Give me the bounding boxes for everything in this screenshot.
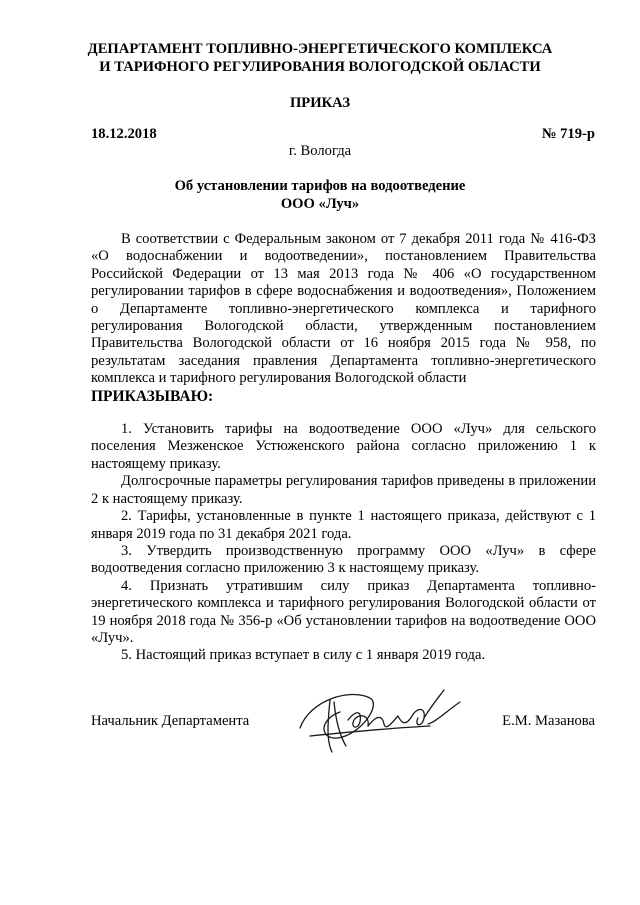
order-subject [60,177,580,213]
signer-name: Е.М. Мазанова [502,713,595,729]
order-body [91,231,596,665]
department-title-line2: И ТАРИФНОГО РЕГУЛИРОВАНИЯ ВОЛОГОДСКОЙ ОБЛАСТИ [99,59,541,75]
document-type: ПРИКАЗ [289,95,351,111]
decree-word: ПРИКАЗЫВАЮ: [91,387,214,405]
order-date: 18.12.2018 [91,126,157,142]
department-title-line1: ДЕПАРТАМЕНТ ТОПЛИВНО-ЭНЕРГЕТИЧЕСКОГО КОМПЛЕКСА [87,41,553,57]
order-item: 2. Тарифы, установленные в пункте 1 настоящего приказа, действуют с 1 января 2019 года по 31 декабря 2021 года. [91,508,596,542]
preamble-paragraph: В соответствии с Федеральным законом от 7 декабря 2011 года № 416-ФЗ «О водоснабжении и водоотведении», постановлением Правительства Российской Федерации от 13 мая 2013 года № 406 «О государственном регулировании тарифов в сфере водоснабжения и водоотведения», Положением о Департаменте топливно-энергетического комплекса и тарифного регулирования Вологодской области, утвержденным постановлением Правительства Вологодской области от 16 ноября 2015 года № 958, по результатам заседания правления Департамента топливно-энергетического комплекса и тарифного регулирования Вологодской области [91,231,596,387]
order-item: Долгосрочные параметры регулирования тарифов приведены в приложении 2 к настоящему приказу. [91,473,596,507]
signer-role: Начальник Департамента [91,713,250,729]
department-title [60,40,580,76]
order-number: № 719-р [541,126,595,142]
order-item: 1. Установить тарифы на водоотведение ООО «Луч» для сельского поселения Мезженское Устюженского района согласно приложению 1 к настоящему приказу. [91,421,596,472]
order-item: 5. Настоящий приказ вступает в силу с 1 января 2019 года. [121,647,486,664]
order-item: 4. Признать утратившим силу приказ Департамента топливно-энергетического комплекса и тарифного регулирования Вологодской области от 19 ноября 2018 года № 356-р «Об установлении тарифов на водоотведение ООО «Луч». [91,577,596,646]
handwritten-signature [290,680,470,760]
subject-line1: Об установлении тарифов на водоотведение [174,178,466,194]
order-item: 3. Утвердить производственную программу ООО «Луч» в сфере водоотведения согласно приложению 3 к настоящему приказу. [91,542,596,577]
order-city: г. Вологда [288,143,352,159]
subject-line2: ООО «Луч» [280,196,360,212]
